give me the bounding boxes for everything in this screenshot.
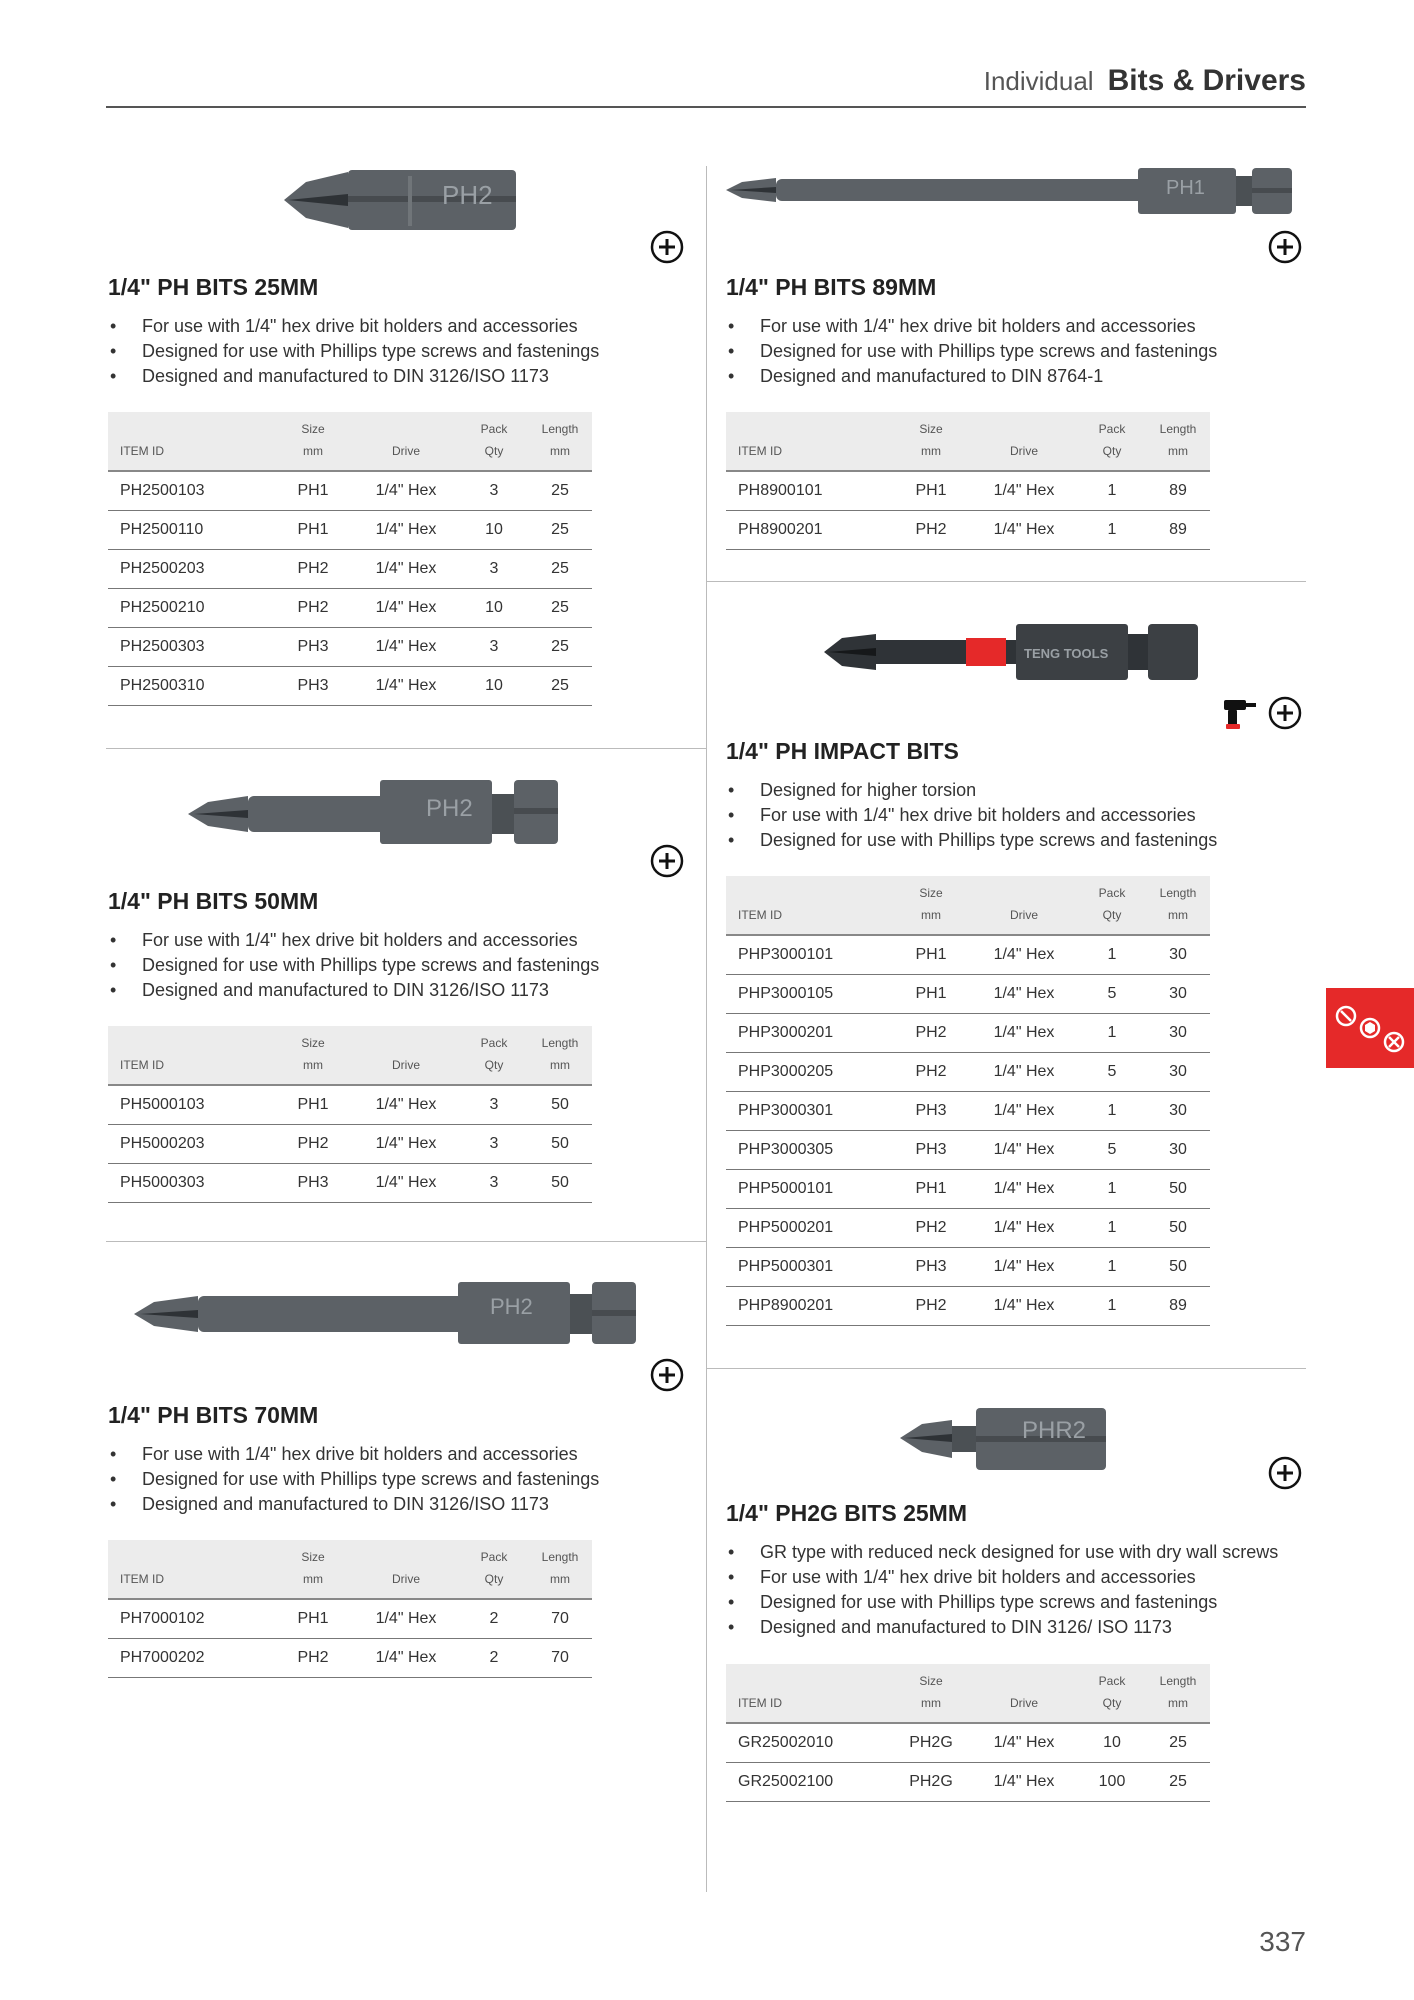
plus-icon [1268,230,1302,264]
page-number: 337 [1259,1926,1306,1957]
table-row: GR25002100 PH2G 1/4" Hex 100 25 [726,1763,1210,1802]
feature-list [726,778,1306,853]
feature-item: • Designed and manufactured to DIN 3126/ISO 1173 [108,1492,688,1517]
col-pack-qty: Pack Qty [460,412,528,471]
feature-list [726,314,1306,389]
table-row: PH2500303 PH3 1/4" Hex 3 25 [108,628,592,667]
table-header-row [726,876,1210,935]
feature-item: • Designed and manufactured to DIN 3126/ ISO 1173 [726,1615,1306,1640]
table-row: PH2500203 PH2 1/4" Hex 3 25 [108,550,592,589]
feature-item: • For use with 1/4" hex drive bit holders and accessories [108,1442,688,1467]
col-item-id: ITEM ID [726,876,892,935]
col-size: Size mm [274,1540,352,1599]
table-row: PHP5000101 PH1 1/4" Hex 1 50 [726,1170,1210,1209]
table-row: PH2500210 PH2 1/4" Hex 10 25 [108,589,592,628]
col-drive: Drive [970,412,1078,471]
header-category: Individual [983,66,1094,96]
table-row: PHP5000301 PH3 1/4" Hex 1 50 [726,1248,1210,1287]
col-item-id: ITEM ID [108,412,274,471]
spec-table [108,412,592,706]
spec-table [726,1664,1210,1802]
product-section-ph2g-25mm [726,1396,1306,1856]
feature-list [726,1540,1306,1640]
feature-item: • For use with 1/4" hex drive bit holders and accessories [726,314,1306,339]
section-title: 1/4" PH BITS 25MM [108,274,319,300]
feature-list [108,1442,688,1517]
feature-list [108,314,688,389]
product-section-ph-70mm [108,1270,688,1680]
col-size: Size mm [892,412,970,471]
table-row: PHP3000105 PH1 1/4" Hex 5 30 [726,975,1210,1014]
header-title [984,64,1306,98]
bit-label-text: PH2 [490,1294,533,1319]
col-item-id: ITEM ID [108,1026,274,1085]
spec-table [726,876,1210,1326]
feature-item: • Designed and manufactured to DIN 3126/ISO 1173 [108,978,688,1003]
table-row: PHP3000305 PH3 1/4" Hex 5 30 [726,1131,1210,1170]
bit-image [108,770,688,850]
page-header [106,64,1306,108]
col-drive: Drive [970,876,1078,935]
feature-item: • Designed for use with Phillips type screws and fastenings [726,1590,1306,1615]
col-drive: Drive [352,412,460,471]
col-length: Length mm [1146,876,1210,935]
feature-item: • Designed for use with Phillips type screws and fastenings [108,953,688,978]
feature-item: • Designed for use with Phillips type screws and fastenings [108,339,688,364]
table-row: PH5000303 PH3 1/4" Hex 3 50 [108,1164,592,1203]
table-row: PHP3000101 PH1 1/4" Hex 1 30 [726,935,1210,975]
section-title: 1/4" PH BITS 89MM [726,274,937,300]
category-tab[interactable] [1326,988,1414,1068]
spec-table [726,412,1210,550]
col-item-id: ITEM ID [108,1540,274,1599]
bit-label-text: TENG TOOLS [1024,646,1109,661]
spec-table [108,1026,592,1203]
table-header-row [108,1540,592,1599]
col-length: Length mm [528,1026,592,1085]
table-header-row [726,1664,1210,1723]
plus-icon [650,230,684,264]
col-size: Size mm [892,876,970,935]
table-header-row [108,1026,592,1085]
table-row: PHP3000201 PH2 1/4" Hex 1 30 [726,1014,1210,1053]
product-section-ph-89mm [726,150,1306,560]
product-section-ph-impact [726,610,1306,1340]
table-row: PH8900201 PH2 1/4" Hex 1 89 [726,511,1210,550]
section-divider [106,748,706,749]
col-pack-qty: Pack Qty [460,1540,528,1599]
feature-item: • GR type with reduced neck designed for use with dry wall screws [726,1540,1306,1565]
plus-icon [1268,1456,1302,1490]
col-size: Size mm [892,1664,970,1723]
col-item-id: ITEM ID [726,1664,892,1723]
feature-item: • For use with 1/4" hex drive bit holders and accessories [108,314,688,339]
bits-category-icon [1326,988,1414,1068]
feature-item: • For use with 1/4" hex drive bit holders and accessories [108,928,688,953]
header-section: Bits & Drivers [1107,64,1306,97]
section-title: 1/4" PH IMPACT BITS [726,738,959,764]
feature-list [108,928,688,1003]
section-title: 1/4" PH BITS 50MM [108,888,319,914]
table-row: PHP8900201 PH2 1/4" Hex 1 89 [726,1287,1210,1326]
col-drive: Drive [970,1664,1078,1723]
table-row: PHP3000205 PH2 1/4" Hex 5 30 [726,1053,1210,1092]
impact-driver-icon [1220,696,1260,730]
column-divider [706,166,707,1892]
table-header-row [726,412,1210,471]
section-title: 1/4" PH BITS 70MM [108,1402,319,1428]
bit-image [726,150,1306,230]
table-row: GR25002010 PH2G 1/4" Hex 10 25 [726,1723,1210,1763]
col-pack-qty: Pack Qty [1078,1664,1146,1723]
table-row: PH2500110 PH1 1/4" Hex 10 25 [108,511,592,550]
feature-item: • Designed for use with Phillips type screws and fastenings [726,339,1306,364]
plus-icon [1268,696,1302,730]
table-row: PH7000202 PH2 1/4" Hex 2 70 [108,1639,592,1678]
col-length: Length mm [1146,412,1210,471]
col-length: Length mm [1146,1664,1210,1723]
table-row: PH5000103 PH1 1/4" Hex 3 50 [108,1085,592,1125]
plus-icon [650,1358,684,1392]
bit-image [108,150,688,240]
spec-table [108,1540,592,1678]
product-section-ph-25mm [108,150,688,710]
bit-label-text: PH2 [426,795,473,822]
bit-image [726,610,1306,690]
feature-item: • Designed for use with Phillips type screws and fastenings [108,1467,688,1492]
feature-item: • Designed for higher torsion [726,778,1306,803]
bit-label-text: PH1 [1166,177,1205,199]
table-row: PH2500310 PH3 1/4" Hex 10 25 [108,667,592,706]
table-row: PH5000203 PH2 1/4" Hex 3 50 [108,1125,592,1164]
col-pack-qty: Pack Qty [460,1026,528,1085]
table-row: PH7000102 PH1 1/4" Hex 2 70 [108,1599,592,1639]
bit-image [726,1396,1306,1476]
col-pack-qty: Pack Qty [1078,412,1146,471]
col-drive: Drive [352,1540,460,1599]
section-title: 1/4" PH2G BITS 25MM [726,1500,967,1526]
bit-label-text: PHR2 [1022,1417,1087,1444]
feature-item: • For use with 1/4" hex drive bit holders and accessories [726,803,1306,828]
col-pack-qty: Pack Qty [1078,876,1146,935]
col-drive: Drive [352,1026,460,1085]
bit-image [108,1270,688,1350]
col-size: Size mm [274,1026,352,1085]
table-header-row [108,412,592,471]
section-divider [706,581,1306,582]
feature-item: • For use with 1/4" hex drive bit holders and accessories [726,1565,1306,1590]
table-row: PH2500103 PH1 1/4" Hex 3 25 [108,471,592,511]
section-divider [706,1368,1306,1369]
col-size: Size mm [274,412,352,471]
col-length: Length mm [528,1540,592,1599]
plus-icon [650,844,684,878]
table-row: PH8900101 PH1 1/4" Hex 1 89 [726,471,1210,511]
col-length: Length mm [528,412,592,471]
feature-item: • Designed and manufactured to DIN 8764-1 [726,364,1306,389]
bit-label-text: PH2 [442,180,493,210]
table-row: PHP3000301 PH3 1/4" Hex 1 30 [726,1092,1210,1131]
feature-item: • Designed for use with Phillips type screws and fastenings [726,828,1306,853]
product-section-ph-50mm [108,770,688,1210]
section-divider [106,1241,706,1242]
feature-item: • Designed and manufactured to DIN 3126/ISO 1173 [108,364,688,389]
table-row: PHP5000201 PH2 1/4" Hex 1 50 [726,1209,1210,1248]
col-item-id: ITEM ID [726,412,892,471]
